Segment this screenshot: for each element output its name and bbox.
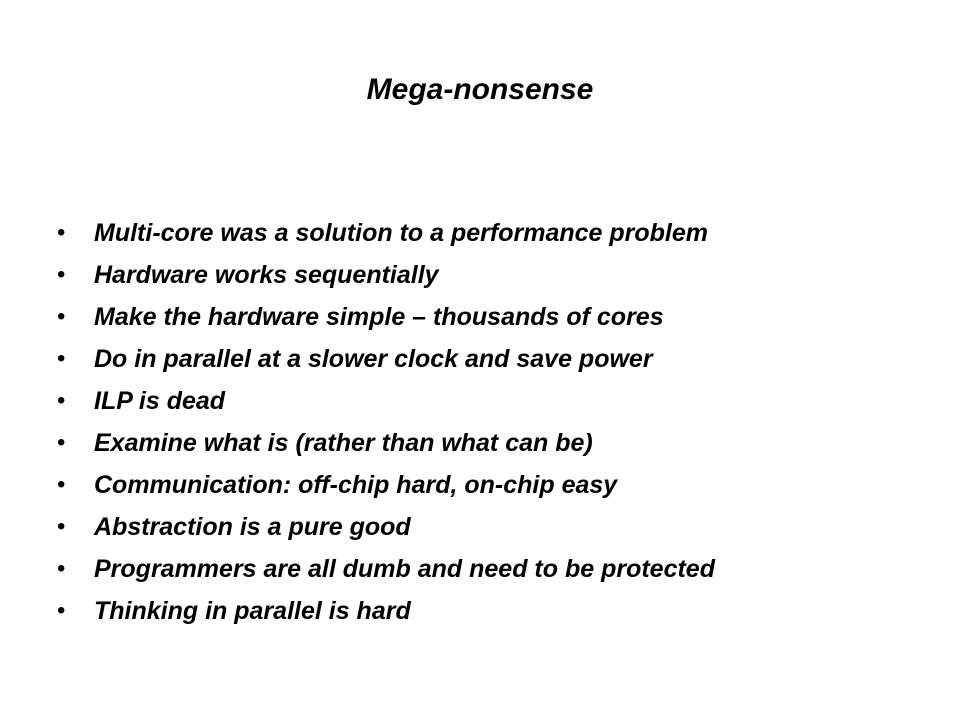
bullet-dot-icon: • (57, 597, 66, 624)
bullet-dot-icon: • (57, 345, 66, 372)
bullet-dot-icon: • (57, 303, 66, 330)
bullet-text: Examine what is (rather than what can be) (94, 429, 593, 457)
bullet-item (57, 340, 937, 382)
bullet-text: Multi-core was a solution to a performance problem (94, 219, 708, 247)
bullet-list (57, 214, 937, 634)
bullet-text: Communication: off-chip hard, on-chip easy (94, 471, 618, 499)
bullet-dot-icon: • (57, 387, 66, 414)
bullet-dot-icon: • (57, 261, 66, 288)
bullet-dot-icon: • (57, 555, 66, 582)
bullet-text: Abstraction is a pure good (94, 513, 411, 541)
bullet-text: Programmers are all dumb and need to be protected (94, 555, 715, 583)
slide-title: Mega-nonsense (366, 73, 594, 106)
bullet-text: Do in parallel at a slower clock and save power (94, 345, 653, 373)
bullet-item (57, 424, 937, 466)
bullet-dot-icon: • (57, 219, 66, 246)
bullet-dot-icon: • (57, 471, 66, 498)
bullet-item (57, 508, 937, 550)
bullet-item (57, 550, 937, 592)
bullet-item (57, 382, 937, 424)
bullet-item (57, 298, 937, 340)
bullet-dot-icon: • (57, 513, 66, 540)
bullet-item (57, 214, 937, 256)
bullet-text: Hardware works sequentially (94, 261, 439, 289)
bullet-text: Make the hardware simple – thousands of cores (94, 303, 664, 331)
bullet-dot-icon: • (57, 429, 66, 456)
bullet-item (57, 592, 937, 634)
bullet-item (57, 256, 937, 298)
bullet-text: Thinking in parallel is hard (94, 597, 411, 625)
bullet-item (57, 466, 937, 508)
bullet-text: ILP is dead (94, 387, 226, 415)
